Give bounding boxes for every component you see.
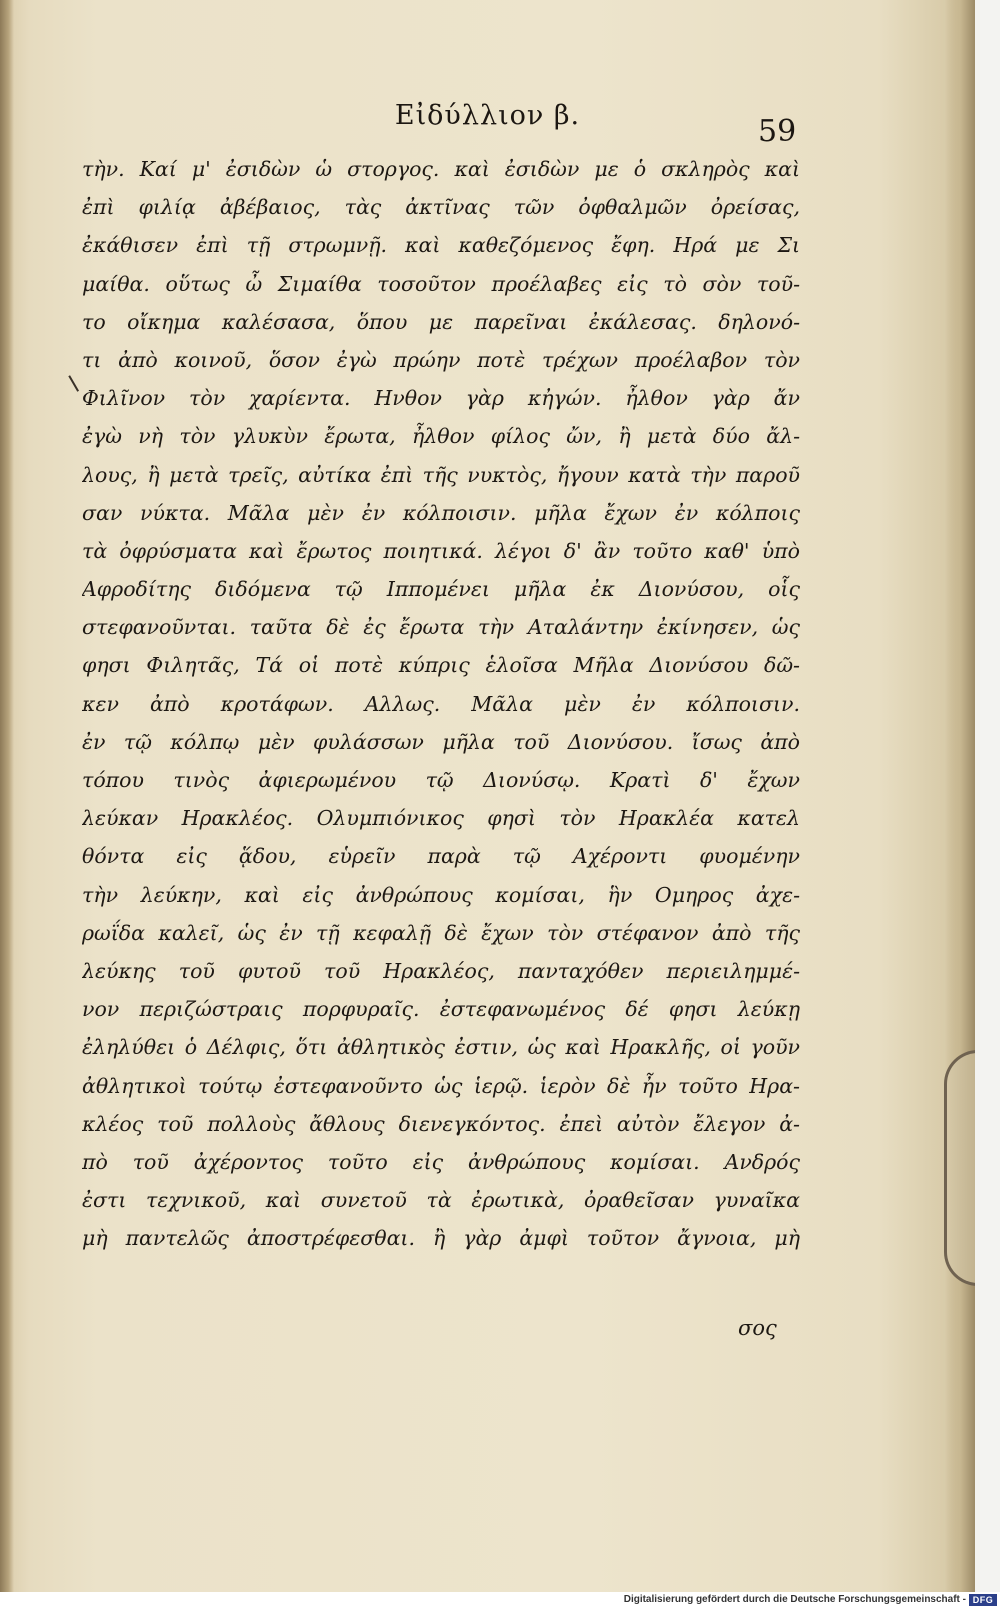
text-line: σαν νύκτα. Μᾶλα μὲν ἐν κόλποισιν. μῆλα ἔχων ἐν κόλποις	[82, 500, 800, 525]
text-line: θόντα εἰς ᾅδου, εὑρεῖν παρὰ τῷ Αχέροντι φυομένην	[82, 844, 800, 869]
text-line: ἐληλύθει ὁ Δέλφις, ὅτι ἀθλητικὸς ἐστιν, ὡς καὶ Ηρακλῆς, οἱ γοῦν	[82, 1035, 800, 1060]
text-line: ἐν τῷ κόλπῳ μὲν φυλάσσων μῆλα τοῦ Διονύσου. ἴσως ἀπὸ	[82, 729, 800, 754]
page-clip	[944, 1050, 975, 1286]
catchword: σος	[738, 1316, 777, 1340]
page-edge-shadow	[945, 0, 975, 1592]
text-line: νον περιζώστραις πορφυραῖς. ἐστεφανωμένος δέ φησι λεύκῃ	[82, 997, 800, 1022]
text-line: ἐστι τεχνικοῦ, καὶ συνετοῦ τὰ ἐρωτικὰ, ὀραθεῖσαν γυναῖκα	[82, 1188, 800, 1213]
text-line: Φιλῖνον τὸν χαρίεντα. Ηνθον γὰρ κἠγών. ἦλθον γὰρ ἄν	[82, 386, 800, 411]
text-line: κλέος τοῦ πολλοὺς ἄθλους διενεγκόντος. ἐπεὶ αὐτὸν ἔλεγον ἀ-	[82, 1111, 800, 1136]
binding-shadow	[0, 0, 14, 1592]
text-line: ρωΐδα καλεῖ, ὡς ἐν τῇ κεφαλῇ δὲ ἔχων τὸν στέφανον ἀπὸ τῆς	[82, 920, 800, 945]
text-line: μαίθα. οὕτως ὦ Σιμαίθα τοσοῦτον προέλαβες εἰς τὸ σὸν τοῦ-	[82, 271, 800, 296]
text-line: στεφανοῦνται. ταῦτα δὲ ἐς ἔρωτα τὴν Αταλάντην ἐκίνησεν, ὡς	[82, 615, 800, 640]
text-line: ἐγὼ νὴ τὸν γλυκὺν ἔρωτα, ἦλθον φίλος ὤν, ἢ μετὰ δύο ἄλ-	[82, 424, 800, 449]
text-line: φησι Φιλητᾶς, Τά οἱ ποτὲ κύπρις ἑλοῖσα Μῆλα Διονύσου δῶ-	[82, 653, 800, 678]
text-line: τὴν λεύκην, καὶ εἰς ἀνθρώπους κομίσαι, ἣν Ομηρος ἀχε-	[82, 882, 800, 907]
text-line: τὰ ὀφρύσματα καὶ ἔρωτος ποιητικά. λέγοι δ' ἂν τοῦτο καθ' ὑπὸ	[82, 538, 800, 563]
text-line: ἀθλητικοὶ τούτῳ ἐστεφανοῦντο ὡς ἱερῷ. ἱερὸν δὲ ἦν τοῦτο Ηρα-	[82, 1073, 800, 1098]
text-line: πὸ τοῦ ἀχέροντος τοῦτο εἰς ἀνθρώπους κομίσαι. Ανδρός	[82, 1149, 800, 1174]
running-head: Εἰδύλλιον β.	[394, 100, 581, 131]
text-line: μὴ παντελῶς ἀποστρέφεσθαι. ἢ γὰρ ἀμφὶ τοῦτον ἄγνοια, μὴ	[82, 1226, 800, 1251]
text-line: λους, ἢ μετὰ τρεῖς, αὐτίκα ἐπὶ τῆς νυκτὸς, ἤγουν κατὰ τὴν παροῦ	[82, 462, 800, 487]
text-line: λεύκης τοῦ φυτοῦ τοῦ Ηρακλέος, πανταχόθεν περιειλημμέ-	[82, 958, 800, 983]
dfg-logo: DFG	[969, 1594, 997, 1606]
text-line: Αφροδίτης διδόμενα τῷ Ιππομένει μῆλα ἐκ Διονύσου, οἷς	[82, 577, 800, 602]
text-line: τόπου τινὸς ἀφιερωμένου τῷ Διονύσῳ. Κρατὶ δ' ἔχων	[82, 768, 800, 792]
text-block	[82, 150, 800, 1257]
text-line: τὴν. Καί μ' ἐσιδὼν ὡ στοργος. καὶ ἐσιδὼν με ὁ σκληρὸς καὶ	[82, 157, 800, 181]
text-line: λεύκαν Ηρακλέος. Ολυμπιόνικος φησὶ τὸν Ηρακλέα κατελ	[82, 806, 800, 831]
page-number: 59	[758, 114, 797, 149]
text-line: τι ἀπὸ κοινοῦ, ὅσον ἐγὼ πρώην ποτὲ τρέχων προέλαβον τὸν	[82, 347, 800, 372]
footer-credit: Digitalisierung gefördert durch die Deutsche Forschungsgemeinschaft -	[623, 1594, 966, 1605]
text-line: ἐκάθισεν ἐπὶ τῇ στρωμνῇ. καὶ καθεζόμενος ἔφη. Ηρά με Σι	[82, 233, 800, 258]
text-line: ἐπὶ φιλίᾳ ἀβέβαιος, τὰς ἀκτῖνας τῶν ὀφθαλμῶν ὀρείσας,	[82, 195, 800, 220]
text-line: το οἴκημα καλέσασα, ὅπου με παρεῖναι ἐκάλεσας. δηλονό-	[82, 309, 800, 334]
text-line: κεν ἀπὸ κροτάφων. Αλλως. Μᾶλα μὲν ἐν κόλποισιν.	[82, 691, 800, 716]
